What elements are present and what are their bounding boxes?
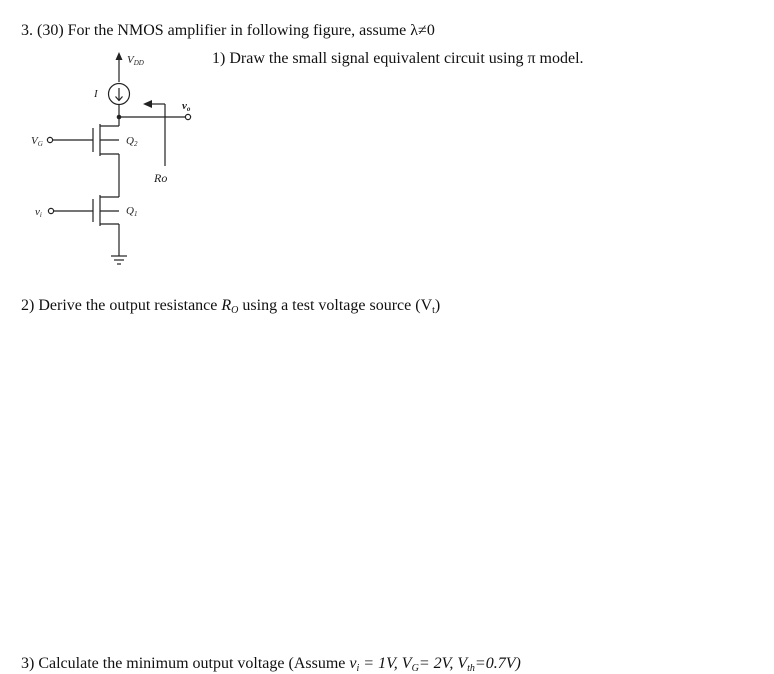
vth-value: =0.7V) (474, 655, 521, 672)
vg-variable-sub: G (411, 663, 419, 674)
question-text: For the NMOS amplifier in following figure, assume λ≠0 (67, 22, 435, 39)
question-number: 3. (21, 22, 33, 39)
part-2-suffix: using a test voltage source (V (238, 297, 433, 314)
vg-variable: V (401, 655, 412, 672)
ro-label: Ro (154, 171, 168, 185)
part-3-prefix: 3) Calculate the minimum output voltage (Assume (21, 655, 350, 672)
vth-variable-sub: th (467, 663, 475, 674)
vdd-arrow (116, 52, 123, 60)
part-2-close: ) (434, 297, 441, 314)
vo-label: vo (182, 100, 191, 113)
vi-variable-sub: i (356, 663, 360, 674)
ro-variable-sub: O (231, 305, 239, 316)
current-label: I (94, 88, 98, 100)
q1-label: Q1 (126, 205, 138, 218)
vo-terminal (185, 114, 190, 119)
vg-label: VG (31, 135, 43, 148)
ro-arrow-head (143, 100, 152, 108)
vdd-label: VDD (127, 54, 144, 67)
vi-variable: v (349, 655, 357, 672)
vg-terminal (47, 137, 52, 142)
question-points: (30) (37, 22, 64, 39)
vi-value: = 1V, (359, 655, 402, 672)
vi-label: vi (35, 206, 42, 219)
vi-terminal (48, 208, 53, 213)
vt-sub: t (432, 305, 435, 316)
vth-variable: V (457, 655, 468, 672)
q2-label: Q2 (126, 135, 138, 148)
vg-value: = 2V, (418, 655, 458, 672)
part-2-prefix: 2) Derive the output resistance (21, 297, 222, 314)
ro-variable: R (221, 297, 232, 314)
part-1-text: 1) Draw the small signal equivalent circuit using π model. (212, 50, 584, 67)
